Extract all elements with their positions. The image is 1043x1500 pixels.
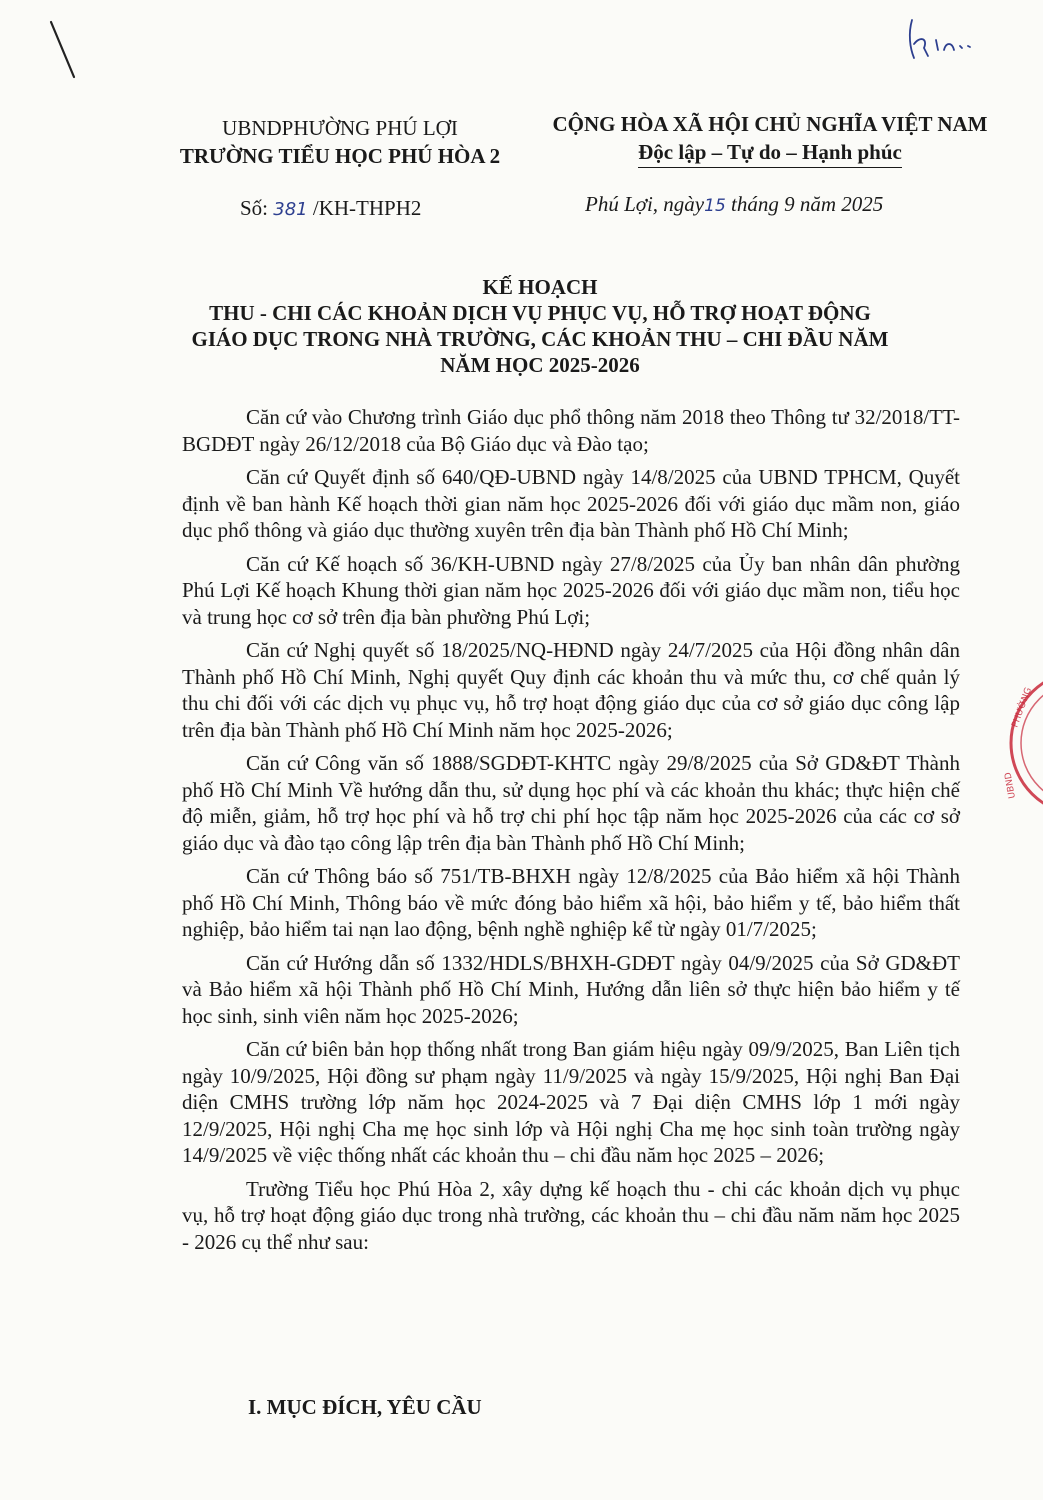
date-before: Phú Lợi, ngày	[585, 192, 705, 216]
paragraph: Căn cứ biên bản họp thống nhất trong Ban giám hiệu ngày 09/9/2025, Ban Liên tịch ngày 10/9/2025, Hội đồng sư phạm ngày 11/9/2025 và ngày 15/9/2025, Hội nghị Ban Đại diện CMHS trường lớp năm học 2024-2025 và 7 Đại diện CMHS lớp 1 mới ngày 12/9/2025, Hội nghị Cha mẹ học sinh lớp và Hội nghị Cha mẹ học sinh toàn trường ngày 14/9/2025 về việc thống nhất các khoản thu – chi đầu năm học 2025 – 2026;	[182, 1037, 960, 1167]
title-line-2: THU - CHI CÁC KHOẢN DỊCH VỤ PHỤC VỤ, HỖ TRỢ HOẠT ĐỘNG	[209, 301, 871, 325]
title-line-1: KẾ HOẠCH	[482, 275, 598, 299]
national-header	[515, 110, 1025, 168]
doc-number-handwritten: 381	[273, 199, 308, 220]
date-after: tháng 9 năm 2025	[731, 192, 884, 216]
paragraph: Căn cứ Kế hoạch số 36/KH-UBND ngày 27/8/2025 của Ủy ban nhân dân phường Phú Lợi Kế hoạch Khung thời gian năm học 2025-2026 đối với giáo dục mầm non, tiểu học và trung học cơ sở trên địa bàn phường Phú Lợi;	[182, 551, 960, 629]
paragraph: Căn cứ Nghị quyết số 18/2025/NQ-HĐND ngày 24/7/2025 của Hội đồng nhân dân Thành phố Hồ Chí Minh, Nghị quyết Quy định các khoản thu và mức thu, cơ chế quản lý thu chi đối với các dịch vụ phục vụ, hỗ trợ hoạt động giáo dục của cơ sở giáo dục công lập trên địa bàn Thành phố Hồ Chí Minh năm học 2025-2026;	[182, 638, 960, 742]
national-motto: Độc lập – Tự do – Hạnh phúc	[638, 138, 902, 168]
paragraph: Căn cứ vào Chương trình Giáo dục phổ thông năm 2018 theo Thông tư 32/2018/TT-BGDĐT ngày 26/12/2018 của Bộ Giáo dục và Đào tạo;	[182, 405, 960, 456]
paragraph: Căn cứ Công văn số 1888/SGDĐT-KHTC ngày 29/8/2025 của Sở GD&ĐT Thành phố Hồ Chí Minh Về hướng dẫn thu, sử dụng học phí và các khoản thu khác; thực hiện chế độ miễn, giảm, hỗ trợ học phí và hỗ trợ chi phí học tập năm học 2025-2026 của các cơ sở giáo dục và đào tạo công lập trên địa bàn Thành phố Hồ Chí Minh;	[182, 751, 960, 855]
place-date	[585, 192, 883, 217]
doc-number-suffix: /KH-THPH2	[312, 196, 422, 220]
document-title	[170, 274, 910, 378]
paragraph: Căn cứ Hướng dẫn số 1332/HDLS/BHXH-GDĐT ngày 04/9/2025 của Sở GD&ĐT và Bảo hiểm xã hội Thành phố Hồ Chí Minh, Hướng dẫn liên sở thực hiện bảo hiểm y tế học sinh, sinh viên năm học 2025-2026;	[182, 950, 960, 1028]
svg-text:UBND: UBND	[1003, 771, 1018, 800]
title-line-4: NĂM HỌC 2025-2026	[440, 353, 640, 377]
issuer-org: UBNDPHƯỜNG PHÚ LỢI	[222, 116, 458, 140]
issuer-block	[150, 114, 530, 170]
pen-mark	[48, 20, 78, 80]
document-body	[182, 404, 960, 1262]
doc-number-prefix: Số:	[240, 196, 269, 220]
title-line-3: GIÁO DỤC TRONG NHÀ TRƯỜNG, CÁC KHOẢN THU – CHI ĐẦU NĂM	[191, 327, 889, 351]
nation-title: CỘNG HÒA XÃ HỘI CHỦ NGHĨA VIỆT NAM	[552, 112, 988, 136]
handwritten-initials	[898, 14, 988, 64]
issuer-school: TRƯỜNG TIỂU HỌC PHÚ HÒA 2	[179, 144, 501, 168]
paragraph: Căn cứ Quyết định số 640/QĐ-UBND ngày 14/8/2025 của UBND TPHCM, Quyết định về ban hành Kế hoạch thời gian năm học 2025-2026 đối với giáo dục mầm non, giáo dục phổ thông và giáo dục thường xuyên trên địa bàn Thành phố Hồ Chí Minh;	[182, 465, 960, 542]
official-stamp	[1003, 668, 1043, 818]
document-number	[240, 196, 421, 221]
paragraph: Trường Tiểu học Phú Hòa 2, xây dựng kế hoạch thu - chi các khoản dịch vụ phục vụ, hỗ trợ hoạt động giáo dục trong nhà trường, các khoản thu – chi đầu năm năm học 2025 - 2026 cụ thể như sau:	[182, 1176, 960, 1254]
paragraph: Căn cứ Thông báo số 751/TB-BHXH ngày 12/8/2025 của Bảo hiểm xã hội Thành phố Hồ Chí Minh, Thông báo về mức đóng bảo hiểm xã hội, bảo hiểm y tế, bảo hiểm thất nghiệp, bảo hiểm tai nạn lao động, bệnh nghề nghiệp kể từ ngày 01/7/2025;	[182, 864, 960, 941]
section-heading: I. MỤC ĐÍCH, YÊU CẦU	[248, 1395, 482, 1419]
date-day-handwritten: 15	[704, 196, 726, 216]
svg-text:PHƯỜNG: PHƯỜNG	[1010, 686, 1035, 730]
